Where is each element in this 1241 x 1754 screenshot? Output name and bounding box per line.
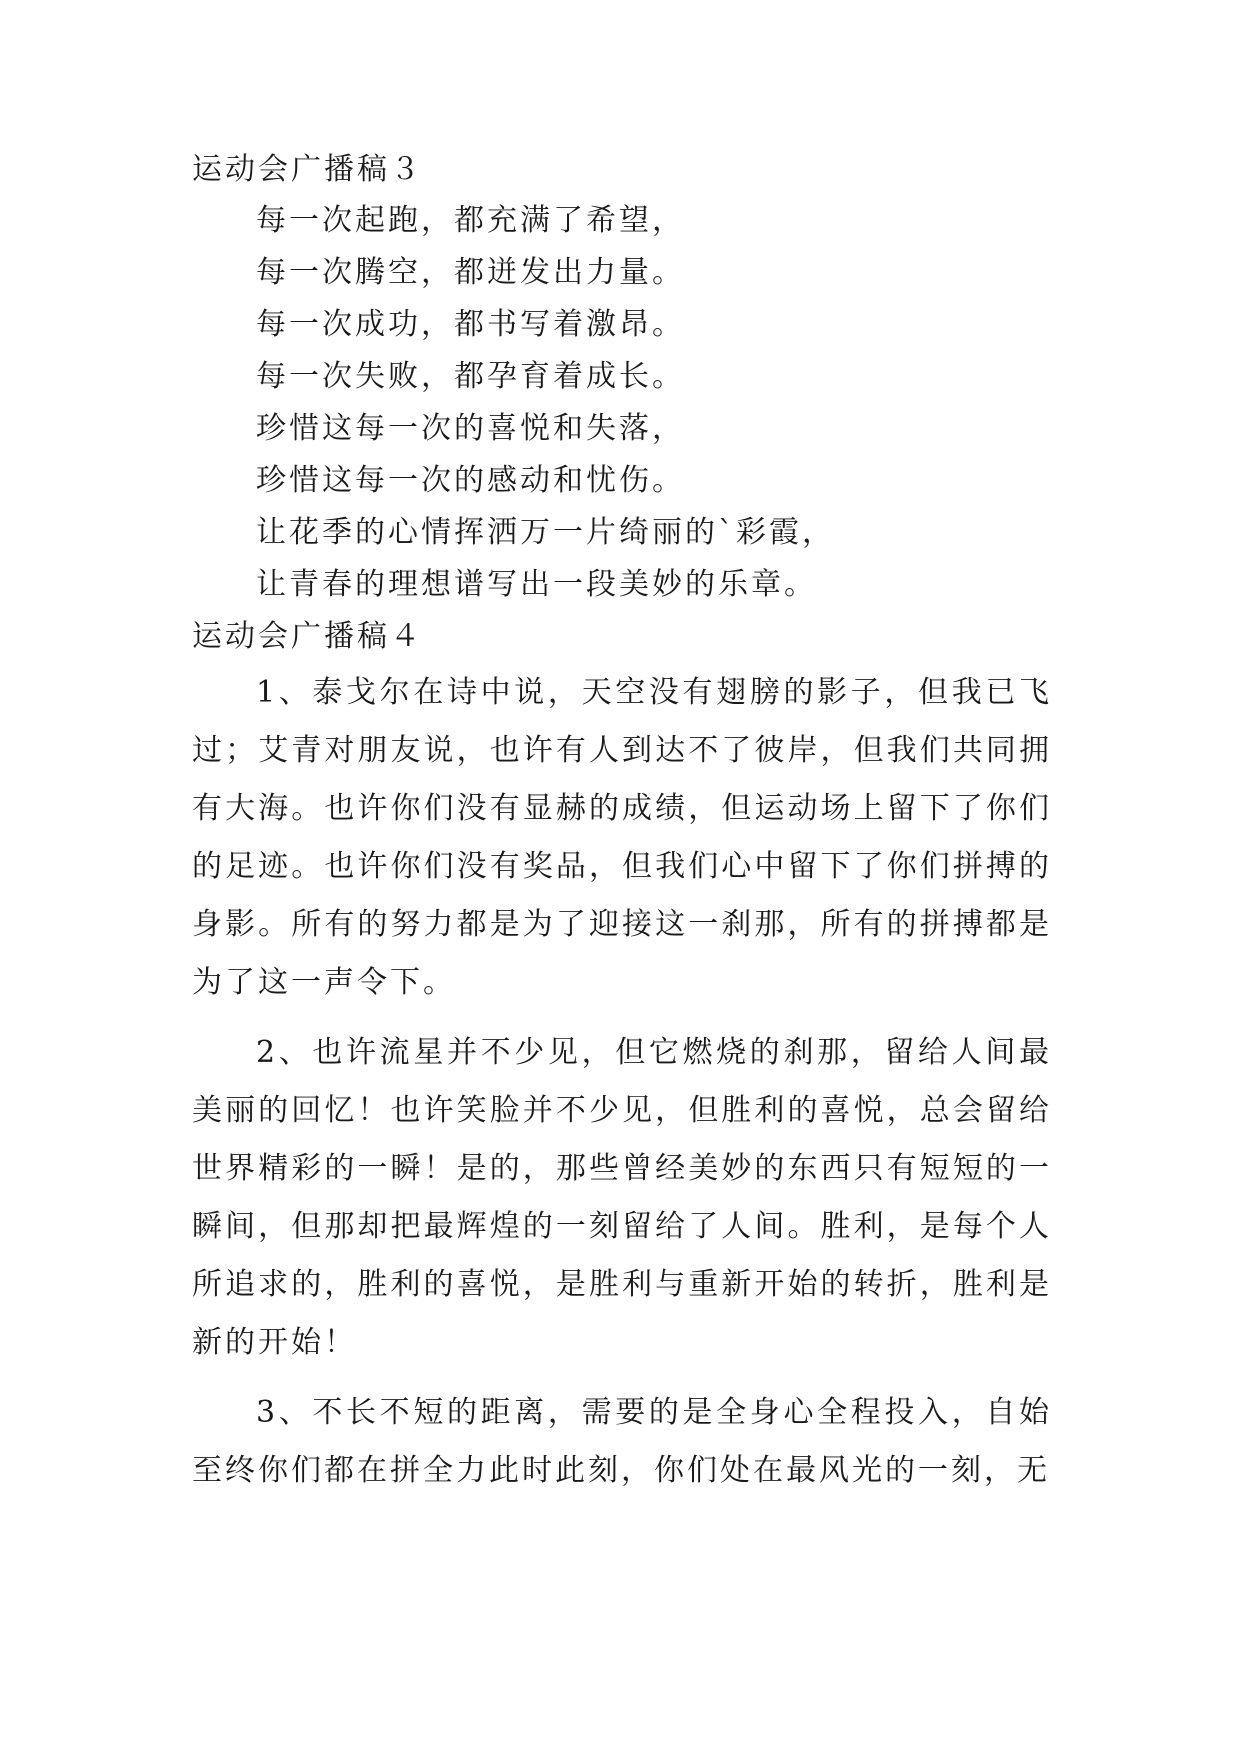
poem-line: 珍惜这每一次的喜悦和失落， (256, 411, 685, 446)
poem-line: 每一次失败，都孕育着成长。 (256, 359, 685, 394)
poem-line: 让花季的心情挥洒万一片绮丽的`彩霞， (256, 515, 835, 550)
body-paragraph: 3、不长不短的距离，需要的是全身心全程投入，自始至终你们都在拼全力此时此刻，你们处在最风光的一刻，无 (192, 1395, 1052, 1488)
section-title: 运动会广播稿３ (192, 152, 423, 187)
body-paragraph: 1、泰戈尔在诗中说，天空没有翅膀的影子，但我已飞过；艾青对朋友说，也许有人到达不了彼岸，但我们共同拥有大海。也许你们没有显赫的成绩，但运动场上留下了你们的足迹。也许你们没有奖品，但我们心中留下了你们拼搏的身影。所有的努力都是为了迎接这一刹那，所有的拼搏都是为了这一声令下。 (192, 675, 1052, 1000)
poem-line: 每一次起跑，都充满了希望， (256, 203, 685, 238)
poem-line: 每一次成功，都书写着激昂。 (256, 307, 685, 342)
body-paragraph: 2、也许流星并不少见，但它燃烧的刹那，留给人间最美丽的回忆！也许笑脸并不少见，但胜利的喜悦，总会留给世界精彩的一瞬！是的，那些曾经美妙的东西只有短短的一瞬间，但那却把最辉煌的一刻留给了人间。胜利，是每个人所追求的，胜利的喜悦，是胜利与重新开始的转折，胜利是新的开始！ (192, 1035, 1052, 1360)
section-title: 运动会广播稿４ (192, 619, 423, 654)
poem-line: 珍惜这每一次的感动和忧伤。 (256, 463, 685, 498)
poem-line: 让青春的理想谱写出一段美妙的乐章。 (256, 567, 817, 602)
poem-line: 每一次腾空，都迸发出力量。 (256, 255, 685, 290)
